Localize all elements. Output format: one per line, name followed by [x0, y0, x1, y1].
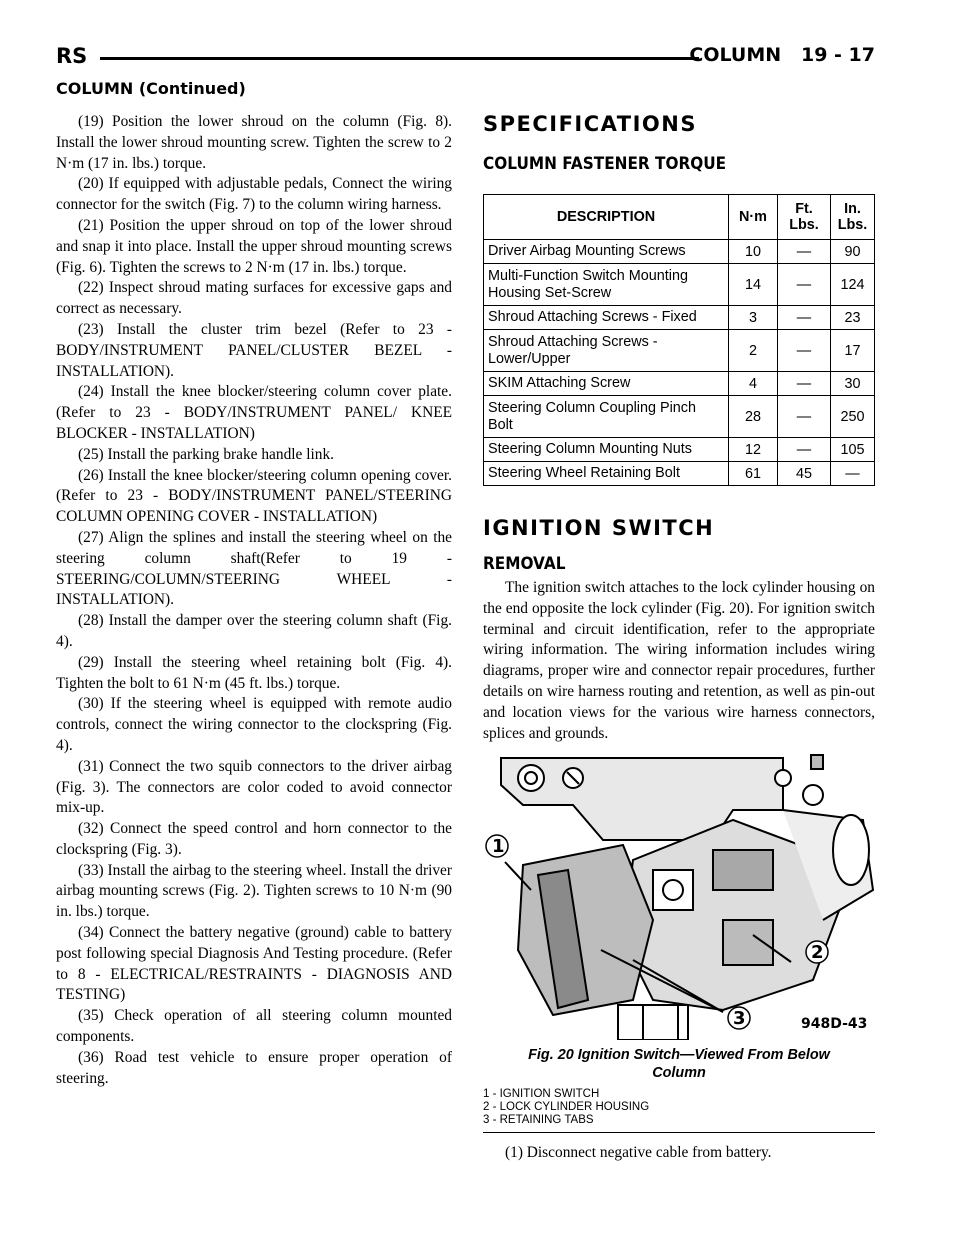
figure-caption-line-1: Fig. 20 Ignition Switch—Viewed From Below [528, 1047, 830, 1064]
step-31: (31) Connect the two squib connectors to the driver airbag (Fig. 3). The connectors are color coded to avoid connector mix-up. [56, 757, 452, 817]
legend-item: 2 - LOCK CYLINDER HOUSING [483, 1101, 650, 1114]
removal-step-1: (1) Disconnect negative cable from battery. [505, 1144, 772, 1162]
step-27: (27) Align the splines and install the steering wheel on the steering column shaft(Refer to 19 - STEERING/COLUMN/STEERING WHEEL - INSTALLATION). [56, 528, 452, 609]
step-36: (36) Road test vehicle to ensure proper operation of steering. [56, 1048, 452, 1087]
row-nm: 3 [729, 306, 778, 330]
col-description: DESCRIPTION [484, 195, 729, 240]
step-28: (28) Install the damper over the steering column shaft (Fig. 4). [56, 612, 452, 650]
row-description: Shroud Attaching Screws - Lower/Upper [484, 330, 729, 372]
callout-3: 3 [733, 1008, 746, 1030]
row-in-lbs: 250 [831, 396, 875, 438]
col-nm: N·m [729, 195, 778, 240]
figure-legend [483, 1088, 875, 1133]
callout-1: 1 [492, 836, 505, 858]
row-in-lbs: — [831, 462, 875, 486]
row-in-lbs: 30 [831, 372, 875, 396]
row-nm: 10 [729, 240, 778, 264]
row-nm: 14 [729, 264, 778, 306]
row-description: Multi-Function Switch Mounting Housing Set-Screw [484, 264, 729, 306]
ignition-intro: The ignition switch attaches to the lock cylinder housing on the end opposite the lock cylinder (Fig. 20). For ignition switch terminal and circuit identification, refer to the appropriate wiring information. The wiring information includes wiring diagrams, proper wire and connector repair procedures, further details on wire harness routing and retention, as well as pin-out and location views for the various wire harness connectors, splices and grounds. [483, 579, 875, 742]
torque-subheading: COLUMN FASTENER TORQUE [483, 154, 727, 174]
header-rule [100, 57, 699, 60]
row-ft-lbs: — [778, 240, 831, 264]
step-19: (19) Position the lower shroud on the column (Fig. 8). Install the lower shroud mounting screw. Tighten the screw to 2 N·m (17 in. lbs.) torque. [56, 113, 452, 172]
figure-caption-line-2: Column [652, 1065, 706, 1082]
row-description: Steering Column Mounting Nuts [484, 438, 729, 462]
removal-subheading: REMOVAL [483, 554, 566, 574]
figure-caption [483, 1046, 875, 1082]
table-row [484, 372, 875, 396]
row-in-lbs: 17 [831, 330, 875, 372]
step-22: (22) Inspect shroud mating surfaces for excessive gaps and correct as necessary. [56, 279, 452, 318]
step-30: (30) If the steering wheel is equipped with remote audio controls, connect the wiring connector to the clockspring (Fig. 4). [56, 695, 452, 754]
callout-2: 2 [811, 942, 824, 964]
left-column [56, 112, 452, 1089]
step-29: (29) Install the steering wheel retaining bolt (Fig. 4). Tighten the bolt to 61 N·m (45 ft. lbs.) torque. [56, 653, 452, 692]
row-description: Steering Wheel Retaining Bolt [484, 462, 729, 486]
page-header [56, 44, 875, 72]
step-20: (20) If equipped with adjustable pedals, Connect the wiring connector for the switch (Fig. 7) to the column wiring harness. [56, 175, 452, 214]
step-33: (33) Install the airbag to the steering wheel. Install the driver airbag mounting screws (Fig. 2). Tighten screws to 10 N·m (90 in. lbs.) torque. [56, 861, 452, 921]
ignition-switch-illustration [483, 750, 875, 1040]
step-23: (23) Install the cluster trim bezel (Refer to 23 - BODY/INSTRUMENT PANEL/CLUSTER BEZEL - INSTALLATION). [56, 320, 452, 380]
step-21: (21) Position the upper shroud on top of the lower shroud and snap it into place. Install the upper shroud mounting screws (Fig. 6). Tighten the screws to 2 N·m (17 in. lbs.) torque. [56, 216, 452, 276]
page-number: 19 - 17 [801, 44, 875, 66]
header-title: COLUMN [689, 44, 782, 66]
row-description: SKIM Attaching Screw [484, 372, 729, 396]
ignition-switch-figure [483, 750, 875, 1040]
right-column [483, 112, 875, 1164]
row-description: Driver Airbag Mounting Screws [484, 240, 729, 264]
row-ft-lbs: 45 [778, 462, 831, 486]
step-24: (24) Install the knee blocker/steering column cover plate. (Refer to 23 - BODY/INSTRUMENT PANEL/ KNEE BLOCKER - INSTALLATION) [56, 383, 452, 442]
step-26: (26) Install the knee blocker/steering column opening cover. (Refer to 23 - BODY/INSTRUMENT PANEL/STEERING COLUMN OPENING COVER - INSTALLATION) [56, 466, 452, 526]
row-description: Shroud Attaching Screws - Fixed [484, 306, 729, 330]
row-in-lbs: 124 [831, 264, 875, 306]
ignition-switch-heading: IGNITION SWITCH [483, 516, 715, 540]
specifications-heading: SPECIFICATIONS [483, 112, 697, 136]
step-32: (32) Connect the speed control and horn connector to the clockspring (Fig. 3). [56, 820, 452, 858]
table-row [484, 462, 875, 486]
row-ft-lbs: — [778, 396, 831, 438]
row-in-lbs: 23 [831, 306, 875, 330]
row-nm: 28 [729, 396, 778, 438]
table-row [484, 438, 875, 462]
row-ft-lbs: — [778, 264, 831, 306]
row-nm: 2 [729, 330, 778, 372]
col-in-lbs: In. Lbs. [831, 195, 875, 240]
continued-heading: COLUMN (Continued) [56, 79, 246, 98]
table-row [484, 396, 875, 438]
row-ft-lbs: — [778, 306, 831, 330]
row-ft-lbs: — [778, 372, 831, 396]
figure-code: 948D-43 [801, 1016, 868, 1033]
row-nm: 61 [729, 462, 778, 486]
table-row [484, 264, 875, 306]
header-right [689, 44, 875, 66]
table-row [484, 240, 875, 264]
legend-item: 3 - RETAINING TABS [483, 1114, 594, 1127]
table-row [484, 330, 875, 372]
row-in-lbs: 105 [831, 438, 875, 462]
table-row [484, 306, 875, 330]
row-in-lbs: 90 [831, 240, 875, 264]
row-nm: 12 [729, 438, 778, 462]
row-ft-lbs: — [778, 330, 831, 372]
section-code: RS [56, 44, 88, 68]
row-nm: 4 [729, 372, 778, 396]
row-description: Steering Column Coupling Pinch Bolt [484, 396, 729, 438]
step-34: (34) Connect the battery negative (ground) cable to battery post following special Diagnosis And Testing procedure. (Refer to 8 - ELECTRICAL/RESTRAINTS - DIAGNOSIS AND TESTING) [56, 924, 452, 1004]
row-ft-lbs: — [778, 438, 831, 462]
step-25: (25) Install the parking brake handle link. [78, 445, 335, 463]
legend-item: 1 - IGNITION SWITCH [483, 1088, 600, 1101]
step-35: (35) Check operation of all steering column mounted components. [56, 1007, 452, 1046]
torque-table [483, 194, 875, 486]
col-ft-lbs: Ft. Lbs. [778, 195, 831, 240]
table-header-row [484, 195, 875, 240]
